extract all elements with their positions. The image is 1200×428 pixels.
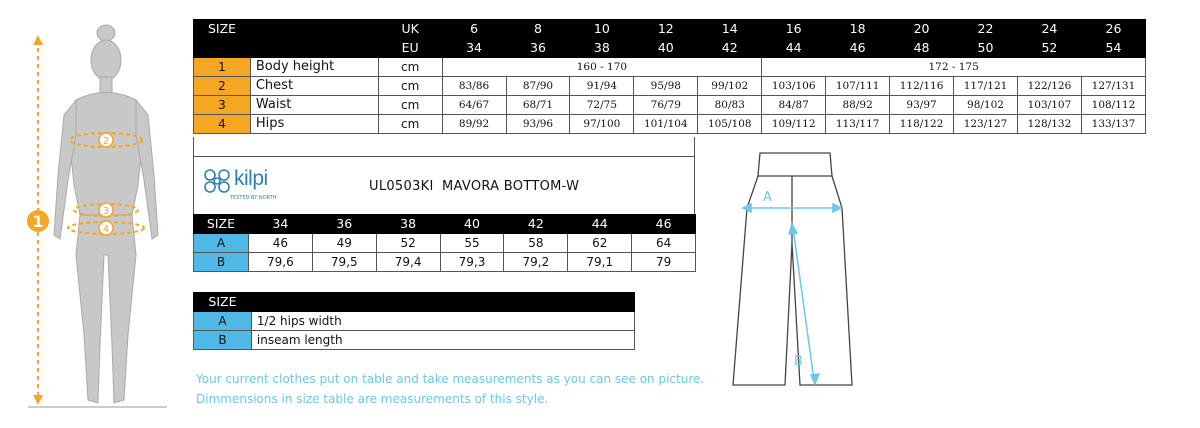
legend-header-row [194,293,635,312]
value-cell: 98/102 [954,96,1018,115]
value-cell: 101/104 [634,115,698,134]
value-cell: 49 [312,234,376,253]
instruction-note: Your current clothes put on table and take measurements as you can see on picture. [196,372,705,386]
eu-size: 48 [890,39,954,58]
value-cell: 123/127 [954,115,1018,134]
value-cell: 84/87 [762,96,826,115]
row-number: 1 [194,58,251,77]
uk-size: 12 [634,20,698,39]
unit-cell: cm [378,96,442,115]
value-cell: 99/102 [698,77,762,96]
value-cell: 93/96 [506,115,570,134]
style-size: 36 [312,215,376,234]
uk-size: 26 [1081,20,1145,39]
pants-diagram [725,148,865,393]
value-cell: 79,4 [376,253,440,272]
table-row [194,58,1146,77]
eu-row [194,39,1146,58]
eu-size: 44 [762,39,826,58]
brand-tagline: TESTED BY NORTH [230,195,277,201]
row-label: Body height [250,58,378,77]
row-label: Chest [250,77,378,96]
size-header: SIZE [194,215,249,234]
table-row [194,234,696,253]
value-cell: 103/106 [762,77,826,96]
value-cell: 127/131 [1081,77,1145,96]
value-cell: 122/126 [1017,77,1081,96]
uk-size: 10 [570,20,634,39]
value-cell: 112/116 [890,77,954,96]
row-number: 2 [194,77,251,96]
size-header: SIZE [194,20,379,39]
value-cell: 133/137 [1081,115,1145,134]
value-cell: 88/92 [826,96,890,115]
eu-size: 36 [506,39,570,58]
value-cell: 128/132 [1017,115,1081,134]
body-label-2: 2 [102,136,110,147]
style-measurements-table [193,214,696,272]
value-cell: 64 [632,234,696,253]
row-label: A [194,234,249,253]
uk-size: 20 [890,20,954,39]
value-cell: 79,2 [504,253,568,272]
style-size: 42 [504,215,568,234]
instruction-note: Dimmensions in size table are measurements of this style. [196,392,549,406]
value-cell: 79,6 [248,253,312,272]
legend-table [193,292,635,350]
uk-label: UK [378,20,442,39]
pants-label-b: B [794,354,803,369]
table-row [194,96,1146,115]
uk-size: 16 [762,20,826,39]
legend-text: inseam length [251,331,634,350]
value-cell: 109/112 [762,115,826,134]
style-size: 40 [440,215,504,234]
legend-text: 1/2 hips width [251,312,634,331]
row-number: 4 [194,115,251,134]
value-cell: 79,1 [568,253,632,272]
value-cell: 93/97 [890,96,954,115]
style-size: 34 [248,215,312,234]
value-cell: 72/75 [570,96,634,115]
value-cell: 103/107 [1017,96,1081,115]
value-cell: 89/92 [442,115,506,134]
product-code: UL0503KI [369,179,434,194]
value-cell: 79,3 [440,253,504,272]
body-label-4: 4 [102,224,110,235]
size-header: SIZE [194,293,252,312]
uk-size: 8 [506,20,570,39]
body-label-1: 1 [32,212,44,231]
style-size: 44 [568,215,632,234]
value-cell: 105/108 [698,115,762,134]
value-cell: 79 [632,253,696,272]
body-measurement-figure [20,15,170,410]
value-cell: 58 [504,234,568,253]
table-row [194,115,1146,134]
eu-size: 42 [698,39,762,58]
value-cell: 117/121 [954,77,1018,96]
eu-size: 40 [634,39,698,58]
value-cell: 68/71 [506,96,570,115]
uk-size: 6 [442,20,506,39]
eu-size: 38 [570,39,634,58]
eu-label: EU [378,39,442,58]
table-row [194,253,696,272]
value-cell: 95/98 [634,77,698,96]
brand-logo: kilpi [234,167,268,190]
value-cell: 83/86 [442,77,506,96]
value-cell: 80/83 [698,96,762,115]
value-cell: 52 [376,234,440,253]
table-row [194,331,635,350]
legend-key: A [194,312,252,331]
uk-size: 14 [698,20,762,39]
value-cell: 76/79 [634,96,698,115]
value-cell: 113/117 [826,115,890,134]
product-name: MAVORA BOTTOM-W [442,179,580,194]
row-label: Waist [250,96,378,115]
table-row [194,77,1146,96]
uk-size: 22 [954,20,1018,39]
unit-cell: cm [378,77,442,96]
eu-size: 46 [826,39,890,58]
table-row [194,312,635,331]
value-cell: 87/90 [506,77,570,96]
value-cell: 97/100 [570,115,634,134]
row-label: Hips [250,115,378,134]
kilpi-logo-icon [202,167,234,195]
spacer-row [193,137,695,157]
legend-key: B [194,331,252,350]
uk-row [194,20,1146,39]
brand-header [193,156,695,214]
eu-size: 34 [442,39,506,58]
unit-cell: cm [378,115,442,134]
value-cell: 118/122 [890,115,954,134]
eu-size: 50 [954,39,1018,58]
value-cell: 55 [440,234,504,253]
row-number: 3 [194,96,251,115]
value-cell: 79,5 [312,253,376,272]
style-size-row [194,215,696,234]
height-range: 160 - 170 [442,58,762,77]
style-size: 38 [376,215,440,234]
pants-label-a: A [763,190,772,205]
uk-size: 18 [826,20,890,39]
uk-size: 24 [1017,20,1081,39]
body-label-3: 3 [102,206,110,217]
value-cell: 91/94 [570,77,634,96]
height-range: 172 - 175 [762,58,1146,77]
value-cell: 64/67 [442,96,506,115]
eu-size: 52 [1017,39,1081,58]
style-size: 46 [632,215,696,234]
value-cell: 107/111 [826,77,890,96]
value-cell: 46 [248,234,312,253]
eu-size: 54 [1081,39,1145,58]
value-cell: 62 [568,234,632,253]
unit-cell: cm [378,58,442,77]
row-label: B [194,253,249,272]
value-cell: 108/112 [1081,96,1145,115]
size-table [193,19,1146,134]
